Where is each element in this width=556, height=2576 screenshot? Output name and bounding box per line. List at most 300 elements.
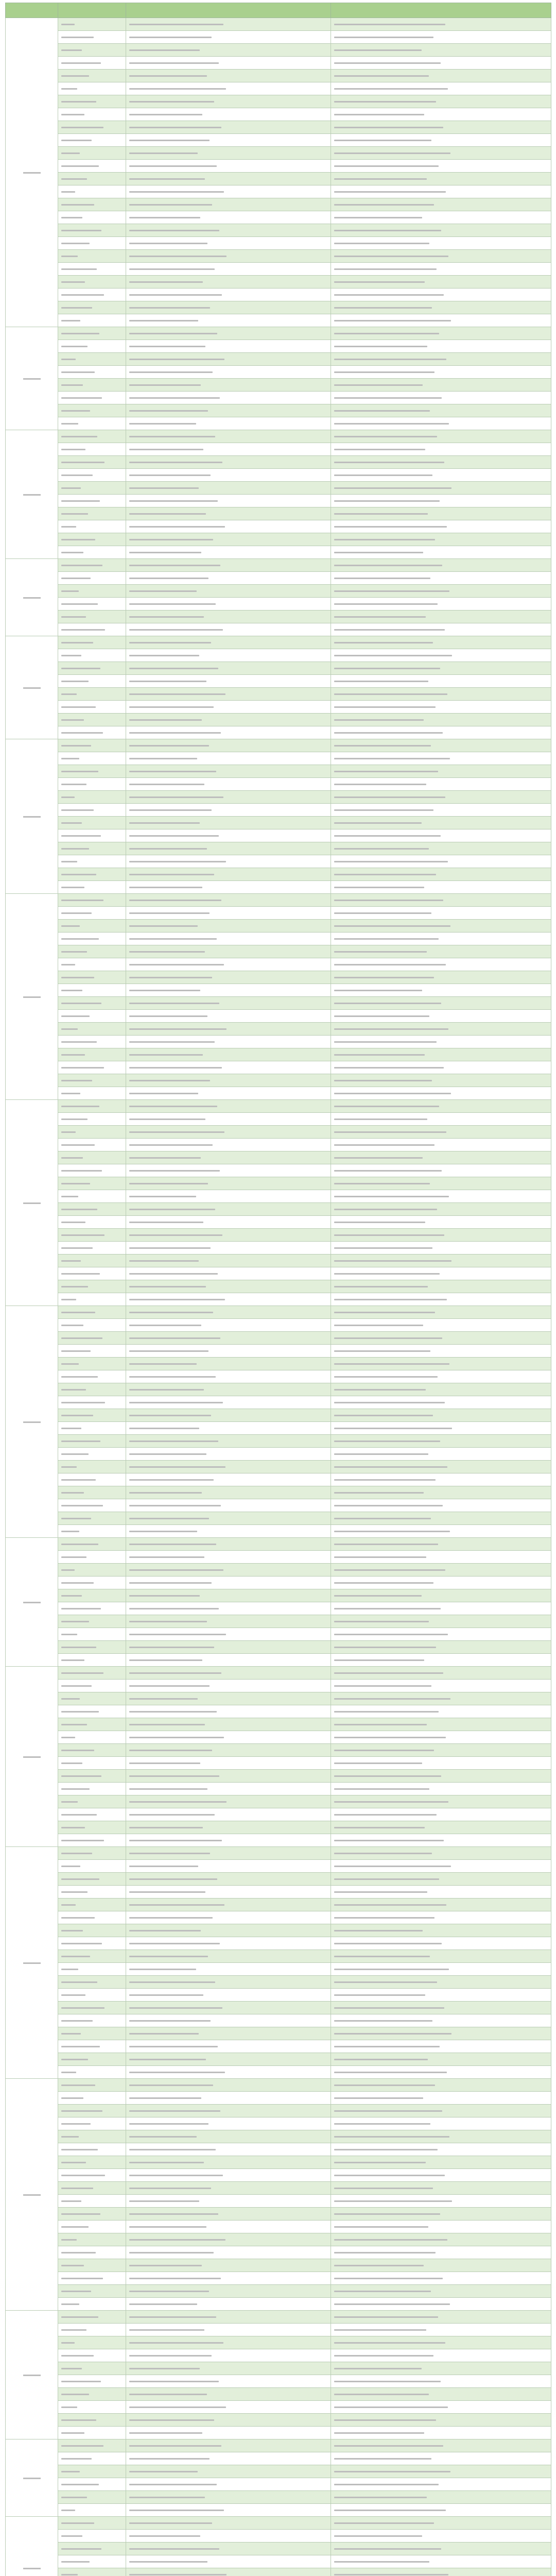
date-cell — [58, 301, 126, 314]
table-row — [6, 2324, 551, 2336]
table-row — [6, 211, 551, 224]
venue-cell — [126, 276, 331, 289]
venue-cell — [126, 2002, 331, 2014]
topic-cell — [331, 2311, 551, 2324]
district-cell — [6, 2517, 58, 2576]
date-cell — [58, 1950, 126, 1963]
venue-cell — [126, 417, 331, 430]
venue-cell — [126, 469, 331, 482]
venue-cell — [126, 1151, 331, 1164]
topic-cell — [331, 984, 551, 997]
date-cell — [58, 894, 126, 907]
table-row — [6, 1989, 551, 2002]
topic-cell — [331, 1976, 551, 1989]
topic-cell — [331, 920, 551, 933]
table-row — [6, 1757, 551, 1770]
date-cell — [58, 1602, 126, 1615]
venue-cell — [126, 2491, 331, 2504]
venue-cell — [126, 44, 331, 57]
table-row — [6, 134, 551, 147]
venue-cell — [126, 1873, 331, 1886]
topic-cell — [331, 2452, 551, 2465]
topic-cell — [331, 1770, 551, 1783]
topic-cell — [331, 2349, 551, 2362]
topic-cell — [331, 2259, 551, 2272]
date-cell — [58, 2182, 126, 2195]
venue-cell — [126, 2040, 331, 2053]
venue-cell — [126, 1396, 331, 1409]
venue-cell — [126, 842, 331, 855]
topic-cell — [331, 2478, 551, 2491]
table-row — [6, 1564, 551, 1577]
topic-cell — [331, 572, 551, 585]
venue-cell — [126, 1641, 331, 1654]
date-cell — [58, 1280, 126, 1293]
table-row — [6, 894, 551, 907]
date-cell — [58, 1757, 126, 1770]
topic-cell — [331, 1886, 551, 1899]
table-row — [6, 31, 551, 44]
venue-cell — [126, 2452, 331, 2465]
topic-cell — [331, 1010, 551, 1023]
date-cell — [58, 1229, 126, 1242]
venue-cell — [126, 2504, 331, 2517]
date-cell — [58, 2362, 126, 2375]
venue-cell — [126, 1770, 331, 1783]
topic-cell — [331, 1551, 551, 1564]
topic-cell — [331, 31, 551, 44]
table-row — [6, 1499, 551, 1512]
venue-cell — [126, 1319, 331, 1332]
venue-cell — [126, 1448, 331, 1461]
venue-cell — [126, 2259, 331, 2272]
date-cell — [58, 572, 126, 585]
venue-cell — [126, 2401, 331, 2414]
table-row — [6, 2233, 551, 2246]
date-cell — [58, 1293, 126, 1306]
topic-cell — [331, 2092, 551, 2105]
table-row — [6, 2208, 551, 2221]
topic-cell — [331, 778, 551, 791]
venue-cell — [126, 1293, 331, 1306]
topic-cell — [331, 469, 551, 482]
date-cell — [58, 1680, 126, 1692]
topic-cell — [331, 95, 551, 108]
table-row — [6, 2478, 551, 2491]
venue-cell — [126, 1680, 331, 1692]
topic-cell — [331, 1834, 551, 1847]
topic-cell — [331, 1963, 551, 1976]
table-row — [6, 263, 551, 276]
topic-cell — [331, 533, 551, 546]
venue-cell — [126, 2336, 331, 2349]
topic-cell — [331, 2298, 551, 2311]
date-cell — [58, 211, 126, 224]
date-cell — [58, 2066, 126, 2079]
date-cell — [58, 559, 126, 572]
venue-cell — [126, 1229, 331, 1242]
venue-cell — [126, 2079, 331, 2092]
table-row — [6, 44, 551, 57]
table-row — [6, 1293, 551, 1306]
table-row — [6, 1448, 551, 1461]
topic-cell — [331, 366, 551, 379]
topic-column-header — [331, 3, 551, 18]
topic-cell — [331, 276, 551, 289]
table-row — [6, 353, 551, 366]
date-cell — [58, 726, 126, 739]
table-row — [6, 1396, 551, 1409]
venue-cell — [126, 1190, 331, 1203]
table-row — [6, 533, 551, 546]
venue-cell — [126, 1280, 331, 1293]
venue-cell — [126, 2465, 331, 2478]
topic-cell — [331, 1641, 551, 1654]
date-cell — [58, 1203, 126, 1216]
table-row — [6, 1100, 551, 1113]
table-row — [6, 945, 551, 958]
venue-cell — [126, 1126, 331, 1139]
venue-cell — [126, 1383, 331, 1396]
table-row — [6, 173, 551, 185]
date-cell — [58, 997, 126, 1010]
date-cell — [58, 1860, 126, 1873]
venue-cell — [126, 1989, 331, 2002]
venue-cell — [126, 1615, 331, 1628]
table-row — [6, 70, 551, 82]
topic-cell — [331, 1319, 551, 1332]
topic-cell — [331, 1345, 551, 1358]
table-row — [6, 1486, 551, 1499]
topic-cell — [331, 2427, 551, 2439]
date-cell — [58, 18, 126, 31]
topic-cell — [331, 1989, 551, 2002]
date-cell — [58, 1319, 126, 1332]
date-cell — [58, 456, 126, 469]
venue-cell — [126, 1113, 331, 1126]
table-row — [6, 2259, 551, 2272]
date-cell — [58, 1744, 126, 1757]
topic-cell — [331, 2143, 551, 2156]
venue-cell — [126, 1358, 331, 1370]
topic-cell — [331, 1783, 551, 1795]
table-row — [6, 2169, 551, 2182]
topic-cell — [331, 2066, 551, 2079]
topic-cell — [331, 1692, 551, 1705]
topic-cell — [331, 842, 551, 855]
date-cell — [58, 907, 126, 920]
topic-cell — [331, 2491, 551, 2504]
venue-cell — [126, 1100, 331, 1113]
topic-cell — [331, 1113, 551, 1126]
date-cell — [58, 598, 126, 611]
date-cell — [58, 340, 126, 353]
date-cell — [58, 1963, 126, 1976]
table-row — [6, 2427, 551, 2439]
table-row — [6, 1242, 551, 1255]
table-row — [6, 18, 551, 31]
date-cell — [58, 2014, 126, 2027]
table-row — [6, 1461, 551, 1473]
table-row — [6, 1783, 551, 1795]
table-row — [6, 2156, 551, 2169]
date-cell — [58, 2040, 126, 2053]
venue-cell — [126, 1667, 331, 1680]
district-cell — [6, 430, 58, 559]
table-row — [6, 108, 551, 121]
table-row — [6, 662, 551, 675]
date-cell — [58, 920, 126, 933]
date-cell — [58, 649, 126, 662]
table-row — [6, 1306, 551, 1319]
topic-cell — [331, 1628, 551, 1641]
date-cell — [58, 2079, 126, 2092]
district-cell — [6, 559, 58, 636]
topic-cell — [331, 1899, 551, 1911]
table-row — [6, 1847, 551, 1860]
date-cell — [58, 933, 126, 945]
topic-cell — [331, 1087, 551, 1100]
date-cell — [58, 829, 126, 842]
date-cell — [58, 82, 126, 95]
date-cell — [58, 1718, 126, 1731]
table-row — [6, 1126, 551, 1139]
topic-cell — [331, 1680, 551, 1692]
topic-cell — [331, 739, 551, 752]
event-schedule-table — [5, 3, 551, 2576]
topic-cell — [331, 2040, 551, 2053]
venue-cell — [126, 108, 331, 121]
date-cell — [58, 2143, 126, 2156]
table-row — [6, 2530, 551, 2543]
table-row — [6, 1512, 551, 1525]
date-cell — [58, 2530, 126, 2543]
table-row — [6, 198, 551, 211]
date-cell — [58, 2504, 126, 2517]
topic-cell — [331, 662, 551, 675]
topic-cell — [331, 2156, 551, 2169]
venue-cell — [126, 57, 331, 70]
date-cell — [58, 2117, 126, 2130]
venue-cell — [126, 997, 331, 1010]
date-cell — [58, 778, 126, 791]
venue-cell — [126, 1937, 331, 1950]
venue-cell — [126, 1010, 331, 1023]
topic-cell — [331, 507, 551, 520]
table-row — [6, 829, 551, 842]
date-cell — [58, 958, 126, 971]
venue-cell — [126, 1048, 331, 1061]
table-row — [6, 2452, 551, 2465]
venue-cell — [126, 1242, 331, 1255]
date-cell — [58, 1808, 126, 1821]
date-cell — [58, 1937, 126, 1950]
date-cell — [58, 585, 126, 598]
date-cell — [58, 739, 126, 752]
table-row — [6, 1409, 551, 1422]
date-column-header — [58, 3, 126, 18]
topic-cell — [331, 791, 551, 804]
topic-cell — [331, 1074, 551, 1087]
date-cell — [58, 752, 126, 765]
topic-cell — [331, 2053, 551, 2066]
venue-cell — [126, 1860, 331, 1873]
date-cell — [58, 817, 126, 829]
date-cell — [58, 469, 126, 482]
date-cell — [58, 1577, 126, 1589]
date-cell — [58, 1499, 126, 1512]
venue-cell — [126, 1461, 331, 1473]
table-row — [6, 482, 551, 495]
table-row — [6, 1010, 551, 1023]
venue-cell — [126, 211, 331, 224]
topic-cell — [331, 1216, 551, 1229]
date-cell — [58, 1100, 126, 1113]
table-row — [6, 2246, 551, 2259]
table-row — [6, 1216, 551, 1229]
date-cell — [58, 2375, 126, 2388]
district-cell — [6, 1667, 58, 1847]
topic-cell — [331, 1306, 551, 1319]
table-row — [6, 1087, 551, 1100]
topic-cell — [331, 70, 551, 82]
table-row — [6, 314, 551, 327]
topic-cell — [331, 1100, 551, 1113]
topic-cell — [331, 1512, 551, 1525]
district-cell — [6, 1100, 58, 1306]
table-row — [6, 2221, 551, 2233]
venue-cell — [126, 984, 331, 997]
topic-cell — [331, 1164, 551, 1177]
date-cell — [58, 2195, 126, 2208]
table-row — [6, 1937, 551, 1950]
date-cell — [58, 1641, 126, 1654]
date-cell — [58, 495, 126, 507]
table-row — [6, 1731, 551, 1744]
date-cell — [58, 2555, 126, 2568]
topic-cell — [331, 1190, 551, 1203]
table-row — [6, 520, 551, 533]
topic-cell — [331, 1757, 551, 1770]
date-cell — [58, 263, 126, 276]
venue-cell — [126, 933, 331, 945]
venue-cell — [126, 2324, 331, 2336]
venue-cell — [126, 121, 331, 134]
venue-cell — [126, 379, 331, 392]
venue-cell — [126, 2182, 331, 2195]
topic-cell — [331, 57, 551, 70]
venue-cell — [126, 971, 331, 984]
table-row — [6, 1577, 551, 1589]
table-row — [6, 417, 551, 430]
date-cell — [58, 237, 126, 250]
date-cell — [58, 160, 126, 173]
table-row — [6, 430, 551, 443]
venue-cell — [126, 2555, 331, 2568]
topic-cell — [331, 1577, 551, 1589]
table-row — [6, 701, 551, 714]
venue-cell — [126, 894, 331, 907]
topic-cell — [331, 1860, 551, 1873]
venue-cell — [126, 1911, 331, 1924]
date-cell — [58, 675, 126, 688]
venue-cell — [126, 752, 331, 765]
topic-cell — [331, 1589, 551, 1602]
date-cell — [58, 2401, 126, 2414]
date-cell — [58, 1358, 126, 1370]
topic-cell — [331, 1396, 551, 1409]
date-cell — [58, 134, 126, 147]
venue-cell — [126, 1847, 331, 1860]
venue-cell — [126, 958, 331, 971]
topic-cell — [331, 585, 551, 598]
district-cell — [6, 739, 58, 894]
table-row — [6, 1139, 551, 1151]
table-row — [6, 1061, 551, 1074]
venue-cell — [126, 2375, 331, 2388]
date-cell — [58, 1615, 126, 1628]
table-row — [6, 752, 551, 765]
topic-cell — [331, 2336, 551, 2349]
date-cell — [58, 688, 126, 701]
venue-cell — [126, 1602, 331, 1615]
district-cell — [6, 894, 58, 1100]
date-cell — [58, 1628, 126, 1641]
topic-cell — [331, 2439, 551, 2452]
venue-cell — [126, 2478, 331, 2491]
topic-cell — [331, 2388, 551, 2401]
topic-cell — [331, 881, 551, 894]
venue-cell — [126, 1834, 331, 1847]
venue-cell — [126, 1976, 331, 1989]
table-row — [6, 1654, 551, 1667]
topic-cell — [331, 1654, 551, 1667]
venue-cell — [126, 2066, 331, 2079]
topic-cell — [331, 2272, 551, 2285]
date-cell — [58, 2543, 126, 2555]
topic-cell — [331, 2285, 551, 2298]
topic-cell — [331, 1280, 551, 1293]
venue-cell — [126, 2439, 331, 2452]
table-row — [6, 224, 551, 237]
topic-cell — [331, 301, 551, 314]
table-row — [6, 971, 551, 984]
table-row — [6, 1551, 551, 1564]
venue-cell — [126, 198, 331, 211]
table-row — [6, 1422, 551, 1435]
date-cell — [58, 1306, 126, 1319]
table-row — [6, 250, 551, 263]
venue-cell — [126, 2298, 331, 2311]
table-row — [6, 778, 551, 791]
table-row — [6, 1886, 551, 1899]
venue-cell — [126, 1499, 331, 1512]
topic-cell — [331, 353, 551, 366]
venue-cell — [126, 688, 331, 701]
table-row — [6, 1641, 551, 1654]
topic-cell — [331, 1332, 551, 1345]
topic-cell — [331, 546, 551, 559]
venue-cell — [126, 2105, 331, 2117]
topic-cell — [331, 1821, 551, 1834]
topic-cell — [331, 2014, 551, 2027]
table-row — [6, 507, 551, 520]
topic-cell — [331, 1422, 551, 1435]
venue-cell — [126, 250, 331, 263]
table-row — [6, 2414, 551, 2427]
district-cell — [6, 636, 58, 739]
date-cell — [58, 31, 126, 44]
